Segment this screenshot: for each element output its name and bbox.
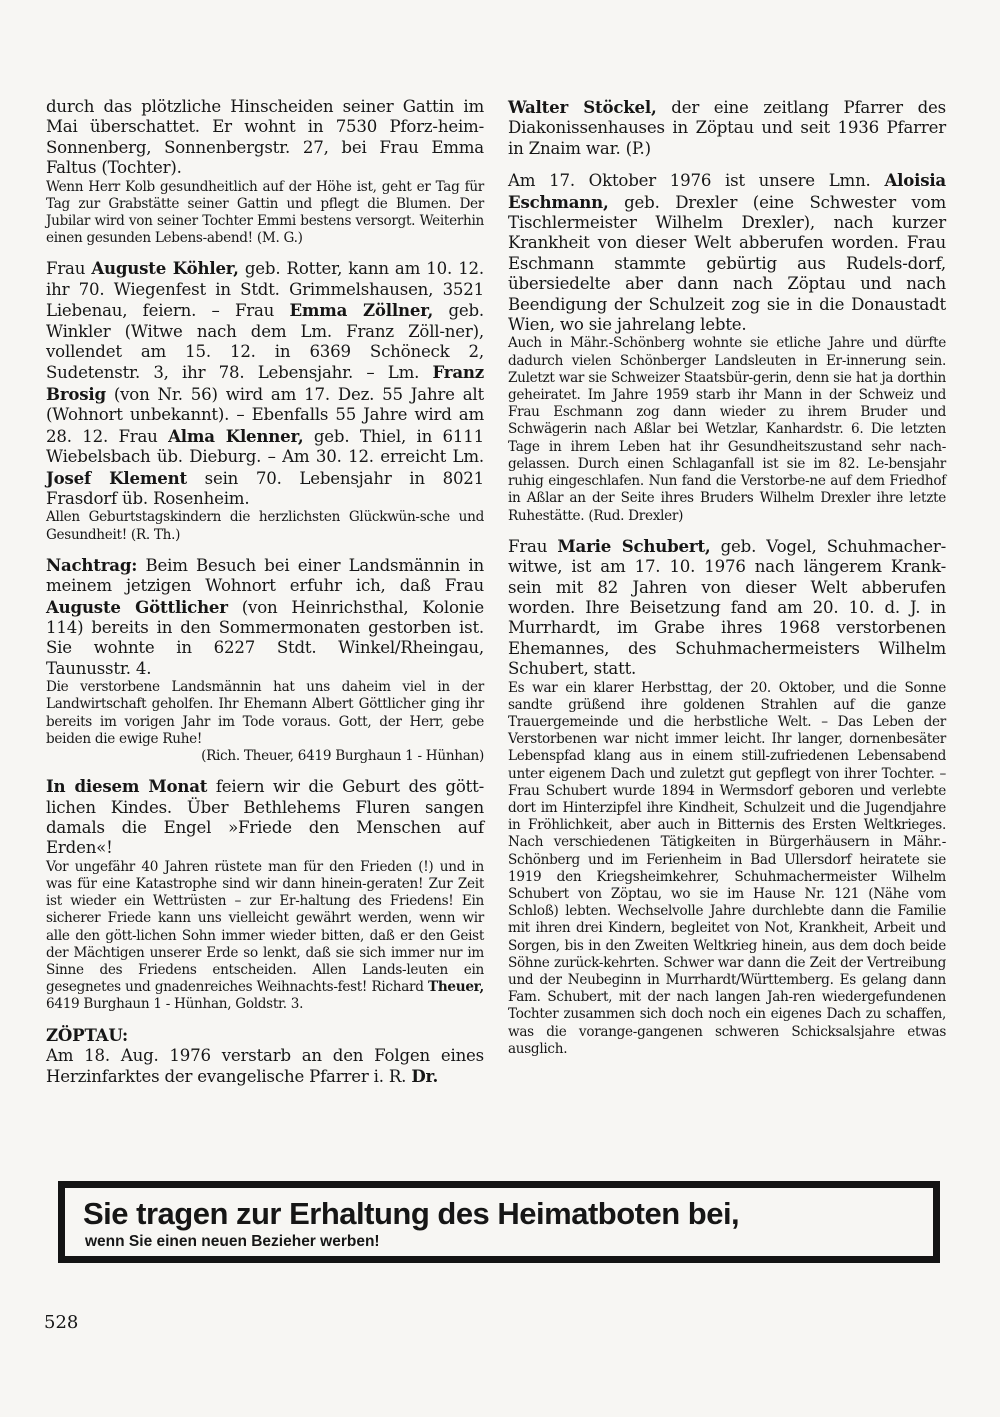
paragraph-text: (Rich. Theuer, 6419 Burghaun 1 - Hünhan) bbox=[201, 747, 484, 764]
paragraph-text: Beim Besuch bei einer Landsmännin in meinem jetzigen Wohnort erfuhr ich, daß Frau bbox=[46, 555, 484, 596]
article-paragraph bbox=[46, 748, 484, 765]
paragraph-text: (von Nr. 56) wird am 17. Dez. 55 Jahre alt (Wohnort unbekannt). – Ebenfalls 55 Jahre wird am 28. 12. Frau bbox=[46, 384, 484, 446]
article-paragraph bbox=[508, 97, 946, 159]
bold-name: Marie Schubert, bbox=[557, 535, 711, 556]
paragraph-text: durch das plötzliche Hinscheiden seiner Gattin im Mai überschattet. Er wohnt in 7530 Pforz-heim-Sonnenberg, Sonnenbergstr. 27, bei Frau Emma Faltus (Tochter). bbox=[46, 97, 484, 178]
article-paragraph bbox=[46, 179, 484, 248]
paragraph-text: geb. Vogel, Schuhmacher-witwe, ist am 17. 10. 1976 nach längerem Krank-sein mit 82 Jahren von dieser Welt abberufen worden. Ihre Beisetzung fand am 20. 10. d. J. in Murrhardt, im Grabe ihres 1968 verstorbenen Ehemannes, des Schuhmachermeisters Wilhelm Schubert, statt. bbox=[508, 536, 947, 679]
paragraph-text: Vor ungefähr 40 Jahren rüstete man für den Frieden (!) und in was für eine Katastrophe sind wir dann hinein-geraten! Zur Zeit ist wieder ein Wettrüsten – zur Er-haltung des Friedens! Ein sicherer Friede kann uns vielleicht gewährt werden, wenn wir alle den gött-lichen Sohn immer wieder bitten, daß er den Geist der Mächtigen unserer Erde so lenkt, daß sie sich immer nur im Sinne des Friedens entscheiden. Allen Lands-leuten ein gesegnetes und gnadenreiches Weihnachts-fest! Richard bbox=[46, 858, 484, 996]
bold-name: Franz Brosig bbox=[46, 362, 484, 404]
paragraph-text: (von Heinrichsthal, Kolonie 114) bereits in den Sommermonaten gestorben ist. Sie wohnte in 6227 Stdt. Winkel/Rheingau, Taunusstr. 4. bbox=[46, 597, 485, 678]
article-paragraph bbox=[46, 776, 484, 859]
bold-name: Josef Klement bbox=[46, 467, 187, 488]
bold-name: Auguste Köhler, bbox=[91, 258, 239, 279]
article-paragraph bbox=[508, 680, 946, 1058]
paragraph-text: geb. Winkler (Witwe nach dem Lm. Franz Zöll-ner), vollendet am 15. 12. in 6369 Schöneck 2, Sudetenstr. 3, ihr 78. Lebensjahr. – Lm. bbox=[46, 301, 484, 383]
paragraph-text: Am 18. Aug. 1976 verstarb an den Folgen eines Herzinfarktes der evangelische Pfarrer i. R. bbox=[46, 1046, 484, 1087]
paragraph-text: geb. Drexler (eine Schwester vom Tischlermeister Wilhelm Drexler), nach kurzer Krankheit von dieser Welt abberufen worden. Frau Eschmann stammte gebürtig aus Rudels-dorf, übersiedelte aber dann nach Zöptau und nach Beendigung der Schulzeit zog sie in die Donaustadt Wien, wo sie jahrelang lebte. bbox=[508, 192, 946, 335]
article-paragraph bbox=[46, 258, 484, 509]
paragraph-text: feiern wir die Geburt des gött-lichen Kindes. Über Bethlehems Fluren sangen damals die Engel »Friede den Menschen auf Erden«! bbox=[46, 777, 484, 858]
bold-name: Alma Klenner, bbox=[168, 425, 304, 446]
article-paragraph bbox=[46, 1025, 484, 1046]
paragraph-text: 6419 Burghaun 1 - Hünhan, Goldstr. 3. bbox=[46, 996, 304, 1013]
advertisement-banner bbox=[58, 1181, 940, 1263]
bold-name: Theuer, bbox=[428, 979, 484, 996]
article-paragraph bbox=[46, 679, 484, 748]
article-paragraph bbox=[508, 170, 946, 335]
bold-name: In diesem Monat bbox=[46, 776, 208, 797]
left-column bbox=[46, 97, 484, 1088]
banner-subtitle: wenn Sie einen neuen Bezieher werben! bbox=[85, 1233, 380, 1250]
bold-name: Auguste Göttlicher bbox=[46, 596, 228, 617]
paragraph-text: Frau bbox=[508, 536, 558, 556]
banner-title: Sie tragen zur Erhaltung des Heimatboten bei, bbox=[83, 1196, 740, 1231]
article-paragraph bbox=[508, 536, 946, 680]
article-paragraph bbox=[508, 335, 946, 524]
bold-name: ZÖPTAU: bbox=[46, 1024, 128, 1045]
page-number: 528 bbox=[44, 1312, 79, 1333]
paragraph-text: Die verstorbene Landsmännin hat uns daheim viel in der Landwirtschaft geholfen. Ihr Ehemann Albert Göttlicher ging ihr bereits im vorigen Jahr im Tode voraus. Gott, der Herr, gebe beiden die ewige Ruhe! bbox=[46, 679, 484, 747]
paragraph-text: Am 17. Oktober 1976 ist unsere Lmn. bbox=[508, 171, 885, 191]
paragraph-text: Es war ein klarer Herbsttag, der 20. Oktober, und die Sonne sandte grüßend ihre goldenen Strahlen auf die ganze Trauergemeinde und die herbstliche Welt. – Das Leben der Verstorbenen war nicht immer leicht. Ihr langer, dornenbesäter Lebenspfad klang aus in einem still-zufriedenen Lebensabend unter eigenem Dach und zuletzt gut gepflegt von ihrer Tochter. – Frau Schubert wurde 1894 in Wermsdorf geboren und verlebte dort im Hinterzipfel ihre Kindheit, Schulzeit und die Jugendjahre in Fröhlichkeit, aber auch in Bitternis des Ersten Weltkrieges. Nach verschiedenen Tätigkeiten in Bürgerhäusern in Mähr.-Schönberg und im Ferienheim in Bad Ullersdorf heiratete sie 1919 den Kriegsheimkehrer, Schuhmachermeister Wilhelm Schubert von Zöptau, wo sie im Hause Nr. 121 (Nähe vom Schloß) lebten. Wechselvolle Jahre durchlebte dann die Familie mit ihren drei Kindern, begleitet von Not, Krankheit, Arbeit und Sorgen, bis in den Zweiten Weltkrieg hinein, aus dem doch beide Söhne zurück-kehrten. Schwer war dann die Zeit der Vertreibung und der Neubeginn in Murrhardt/Württemberg. Es gelang dann Fam. Schubert, mit der nach langen Jah-ren wiedergefundenen Tochter zusammen sich doch noch ein eigenes Dach zu schaffen, was die vorange-gangenen schweren Schicksalsjahre etwas ausglich. bbox=[508, 679, 946, 1057]
bold-name: Nachtrag: bbox=[46, 554, 138, 575]
paragraph-text: sein 70. Lebensjahr in 8021 Frasdorf üb. Rosenheim. bbox=[46, 468, 485, 508]
bold-name: Aloisia Eschmann, bbox=[508, 170, 946, 212]
article-paragraph bbox=[46, 97, 484, 179]
bold-name: Dr. bbox=[411, 1066, 439, 1087]
article-paragraph bbox=[46, 859, 484, 1014]
bold-name: Emma Zöllner, bbox=[289, 300, 434, 321]
paragraph-text: geb. Thiel, in 6111 Wiebelsbach üb. Dieburg. – Am 30. 12. erreicht Lm. bbox=[46, 426, 484, 467]
article-paragraph bbox=[46, 1046, 484, 1088]
right-column bbox=[508, 97, 946, 1058]
bold-name: Walter Stöckel, bbox=[508, 97, 657, 117]
paragraph-text: Frau bbox=[46, 259, 92, 279]
paragraph-text: Auch in Mähr.-Schönberg wohnte sie etliche Jahre und dürfte dadurch vielen Schönberger Landsleuten in Er-innerung sein. Zuletzt war sie Schweizer Staatsbür-gerin, denn sie hat ja dorthin geheiratet. Im Jahre 1959 starb ihr Mann in der Schweiz und Frau Eschmann zog dann wieder zu ihrem Bruder und Schwägerin nach Aßlar bei Wetzlar, Kanhardstr. 6. Die letzten Tage in ihrem Leben hat ihr Gesundheitszustand sehr nach-gelassen. Durch einen Schlaganfall ist sie im 82. Le-bensjahr ruhig eingeschlafen. Nun fand die Verstorbe-ne auf dem Friedhof in Aßlar an der Seite ihres Bruders Wilhelm Drexler ihre letzte Ruhestätte. (Rud. Drexler) bbox=[508, 335, 946, 524]
article-paragraph bbox=[46, 509, 484, 543]
paragraph-text: geb. Rotter, kann am 10. 12. ihr 70. Wiegenfest in Stdt. Grimmelshausen, 3521 Liebenau, feiern. – Frau bbox=[46, 259, 484, 321]
article-paragraph bbox=[46, 555, 484, 679]
paragraph-text: der eine zeitlang Pfarrer des Diakonissenhauses in Zöptau und seit 1936 Pfarrer in Znaim war. (P.) bbox=[508, 98, 946, 158]
paragraph-text: Wenn Herr Kolb gesundheitlich auf der Höhe ist, geht er Tag für Tag zur Grabstätte seiner Gattin und pflegt die Blumen. Der Jubilar wird von seiner Tochter Emmi bestens versorgt. Weiterhin einen gesunden Lebens-abend! (M. G.) bbox=[46, 178, 484, 247]
paragraph-text: Allen Geburtstagskindern die herzlichsten Glückwün-sche und Gesundheit! (R. Th.) bbox=[46, 509, 484, 543]
